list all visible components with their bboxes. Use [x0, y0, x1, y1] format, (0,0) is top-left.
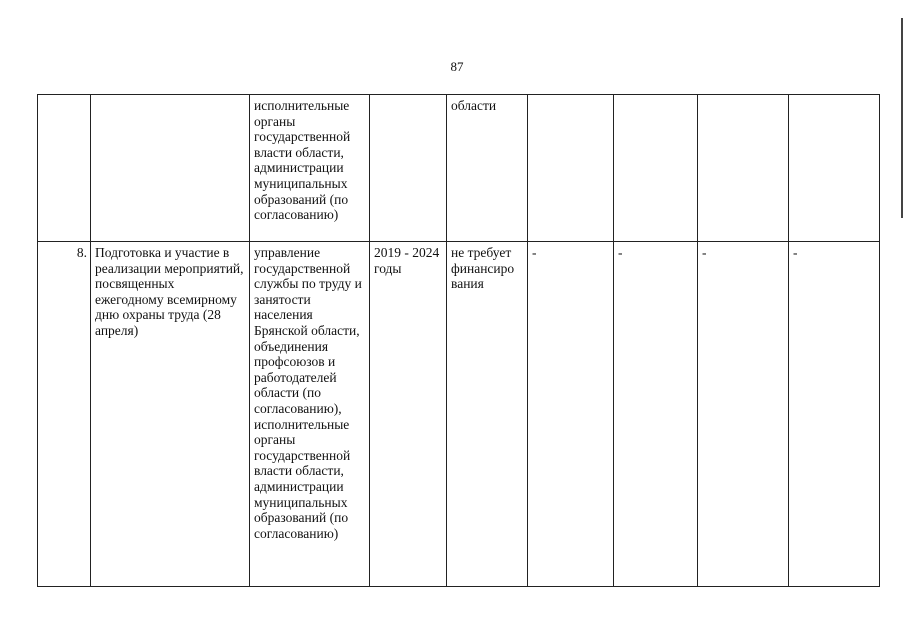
page-number: 87 [450, 59, 464, 74]
cell-funding-source: области [447, 95, 528, 242]
cell-event: Подготовка и участие в реализации мероприятий, посвященных ежегодному всемирному дню охраны труда (28 апреля) [91, 242, 250, 587]
cell-number [38, 95, 91, 242]
measures-table [37, 94, 880, 587]
table-row [38, 242, 880, 587]
cell-amount-1 [528, 95, 614, 242]
cell-executors: исполнительные органы государственной власти области, администрации муниципальных образований (по согласованию) [250, 95, 370, 242]
cell-amount-3 [698, 95, 789, 242]
cell-period: 2019 - 2024 годы [370, 242, 447, 587]
cell-event [91, 95, 250, 242]
cell-amount-1: - [528, 242, 614, 587]
cell-number: 8. [38, 242, 91, 587]
cell-executors: управление государственной службы по труду и занятости населения Брянской области, объединения профсоюзов и работодателей области (по согласованию), исполнительные органы государственной власти области, администрации муниципальных образований (по согласованию) [250, 242, 370, 587]
scan-edge-line [901, 18, 903, 218]
cell-amount-3: - [698, 242, 789, 587]
cell-amount-2 [614, 95, 698, 242]
cell-funding-source: не требует финансиро вания [447, 242, 528, 587]
cell-amount-4 [789, 95, 880, 242]
cell-amount-4: - [789, 242, 880, 587]
table-row [38, 95, 880, 242]
cell-amount-2: - [614, 242, 698, 587]
cell-period [370, 95, 447, 242]
